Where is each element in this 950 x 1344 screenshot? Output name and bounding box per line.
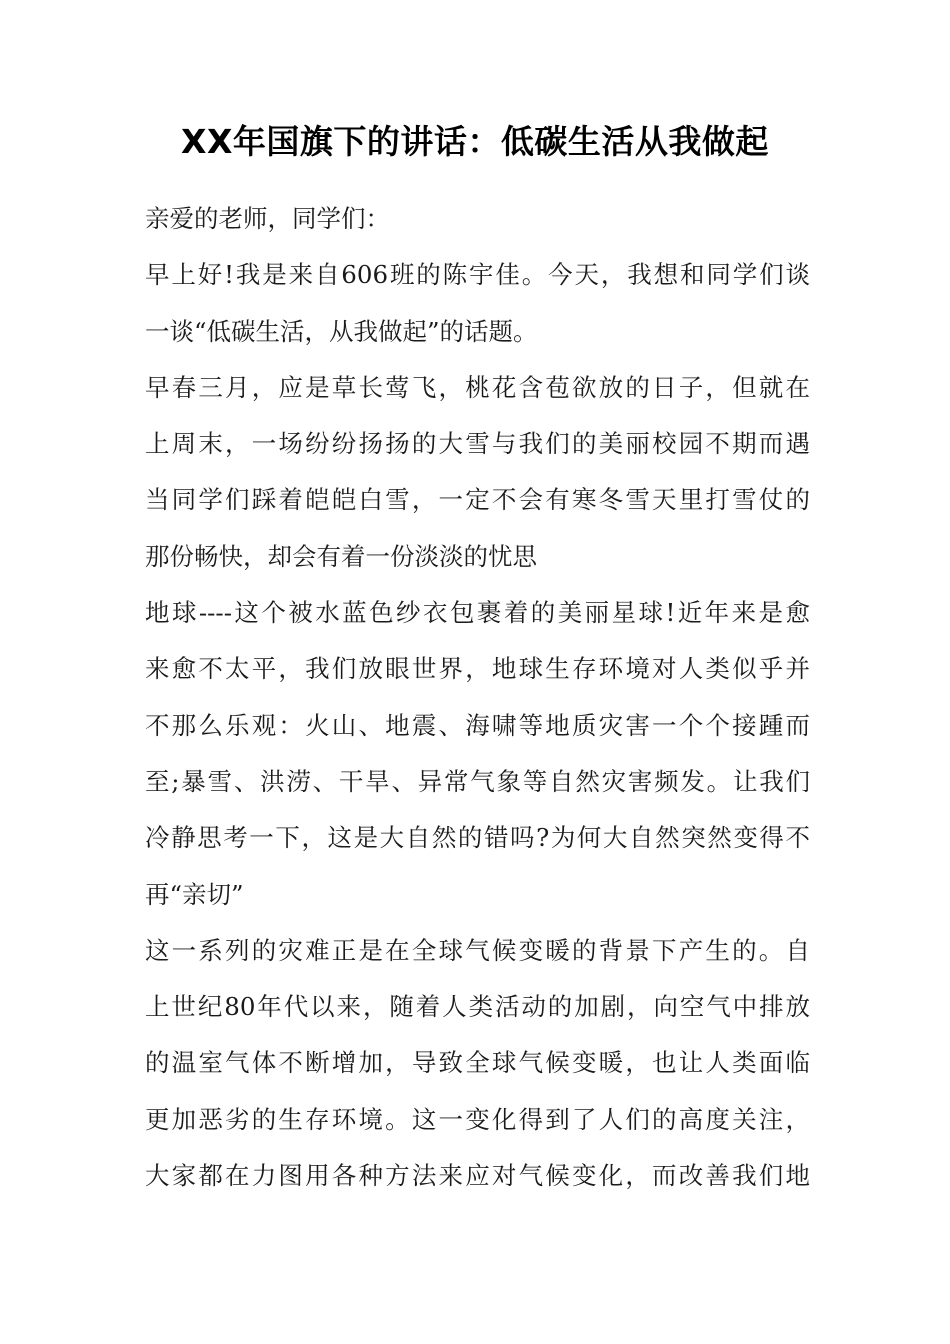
body-line: 当同学们踩着皑皑白雪，一定不会有寒冬雪天里打雪仗的	[145, 485, 810, 515]
body-line: 更加恶劣的生存环境。这一变化得到了人们的高度关注，	[145, 1104, 810, 1134]
body-line: 来愈不太平，我们放眼世界，地球生存环境对人类似乎并	[145, 654, 810, 684]
body-line: 一谈“低碳生活，从我做起”的话题。	[145, 316, 538, 346]
body-line: 大家都在力图用各种方法来应对气候变化，而改善我们地	[145, 1161, 810, 1191]
body-line: 这一系列的灾难正是在全球气候变暖的背景下产生的。自	[145, 935, 810, 965]
document-title: XX年国旗下的讲话：低碳生活从我做起	[181, 122, 769, 161]
body-line: 上周末，一场纷纷扬扬的大雪与我们的美丽校园不期而遇	[145, 429, 810, 459]
body-line: 那份畅快，却会有着一份淡淡的忧思	[145, 541, 537, 571]
body-line: 至;暴雪、洪涝、干旱、异常气象等自然灾害频发。让我们	[145, 766, 810, 796]
body-line: 不那么乐观：火山、地震、海啸等地质灾害一个个接踵而	[145, 710, 810, 740]
body-line: 地球----这个被水蓝色纱衣包裹着的美丽星球!近年来是愈	[145, 598, 810, 628]
document-body	[145, 191, 810, 1204]
body-line: 上世纪80年代以来，随着人类活动的加剧，向空气中排放	[145, 992, 810, 1022]
body-line: 的温室气体不断增加，导致全球气候变暖，也让人类面临	[145, 1048, 810, 1078]
salutation-line: 亲爱的老师，同学们：	[145, 204, 390, 233]
body-line: 冷静思考一下，这是大自然的错吗?为何大自然突然变得不	[145, 823, 810, 853]
body-line: 早春三月，应是草长莺飞，桃花含苞欲放的日子，但就在	[145, 372, 810, 402]
body-line: 再“亲切”	[145, 879, 244, 909]
body-line: 早上好!我是来自606班的陈宇佳。今天，我想和同学们谈	[145, 260, 810, 290]
